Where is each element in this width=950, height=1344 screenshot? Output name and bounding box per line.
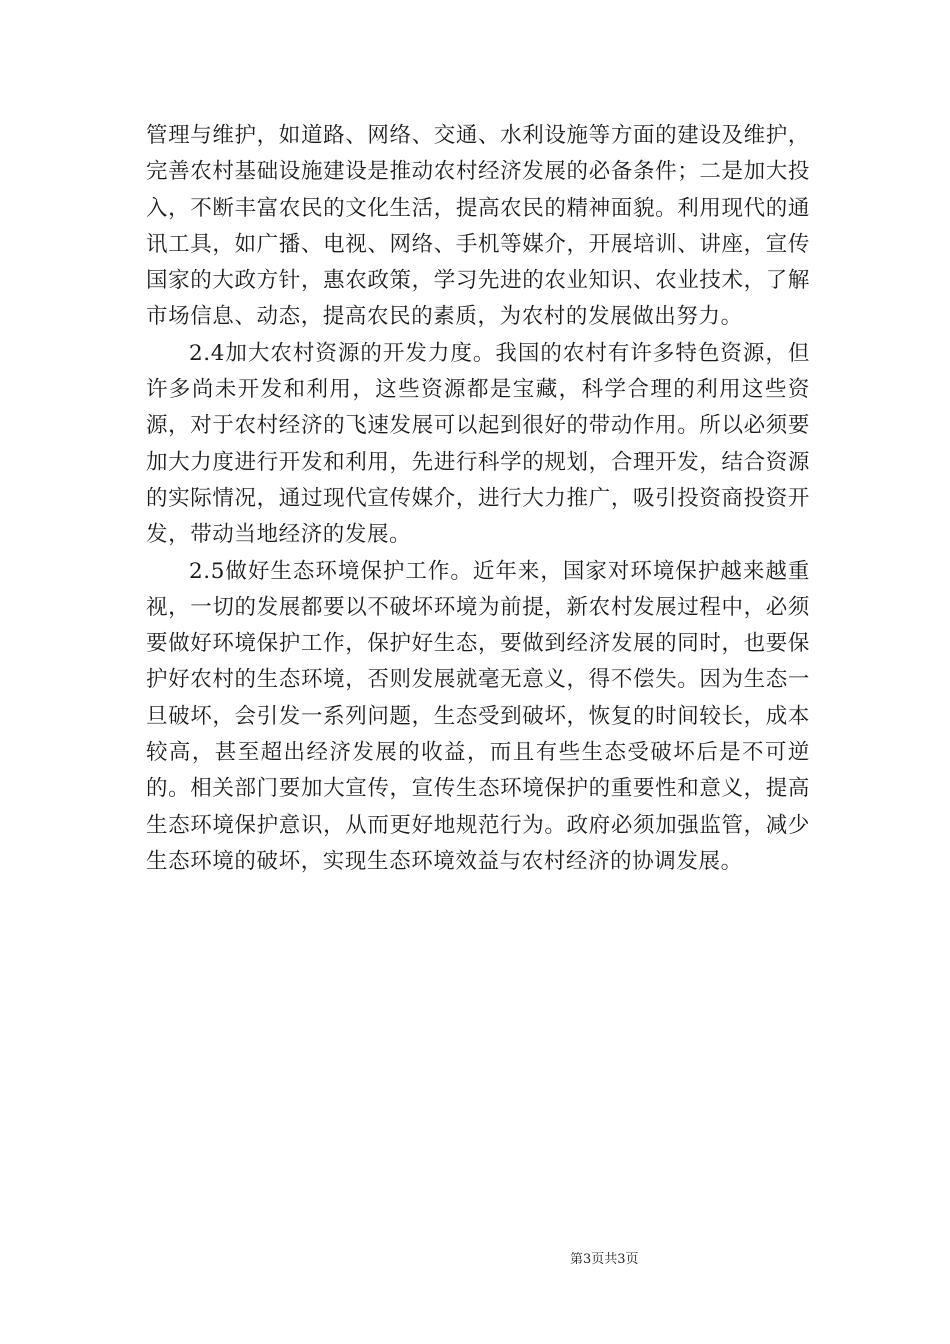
paragraph-infrastructure: 管理与维护，如道路、网络、交通、水利设施等方面的建设及维护，完善农村基础设施建设是推动农村经济发展的必备条件；二是加大投入，不断丰富农民的文化生活，提高农民的精神面貌。利用现代的通讯工具，如广播、电视、网络、手机等媒介，开展培训、讲座，宣传国家的大政方针，惠农政策，学习先进的农业知识、农业技术，了解市场信息、动态，提高农民的素质，为农村的发展做出努力。 <box>146 123 810 330</box>
paragraph-ecological-protection: 2.5做好生态环境保护工作。近年来，国家对环境保护越来越重视，一切的发展都要以不破坏环境为前提，新农村发展过程中，必须要做好环境保护工作，保护好生态，要做到经济发展的同时，也要保护好农村的生态环境，否则发展就毫无意义，得不偿失。因为生态一旦破坏，会引发一系列问题，生态受到破坏，恢复的时间较长，成本较高，甚至超出经济发展的收益，而且有些生态受破坏后是不可逆的。相关部门要加大宣传，宣传生态环境保护的重要性和意义，提高生态环境保护意识，从而更好地规范行为。政府必须加强监管，减少生态环境的破坏，实现生态环境效益与农村经济的协调发展。 <box>146 558 810 874</box>
document-body <box>146 118 810 880</box>
page-number-footer: 第3页共3页 <box>570 1252 639 1267</box>
paragraph-resource-development: 2.4加大农村资源的开发力度。我国的农村有许多特色资源，但许多尚未开发和利用，这些资源都是宝藏，科学合理的利用这些资源，对于农村经济的飞速发展可以起到很好的带动作用。所以必须要加大力度进行开发和利用，先进行科学的规划，合理开发，结合资源的实际情况，通过现代宣传媒介，进行大力推广，吸引投资商投资开发，带动当地经济的发展。 <box>146 340 810 548</box>
